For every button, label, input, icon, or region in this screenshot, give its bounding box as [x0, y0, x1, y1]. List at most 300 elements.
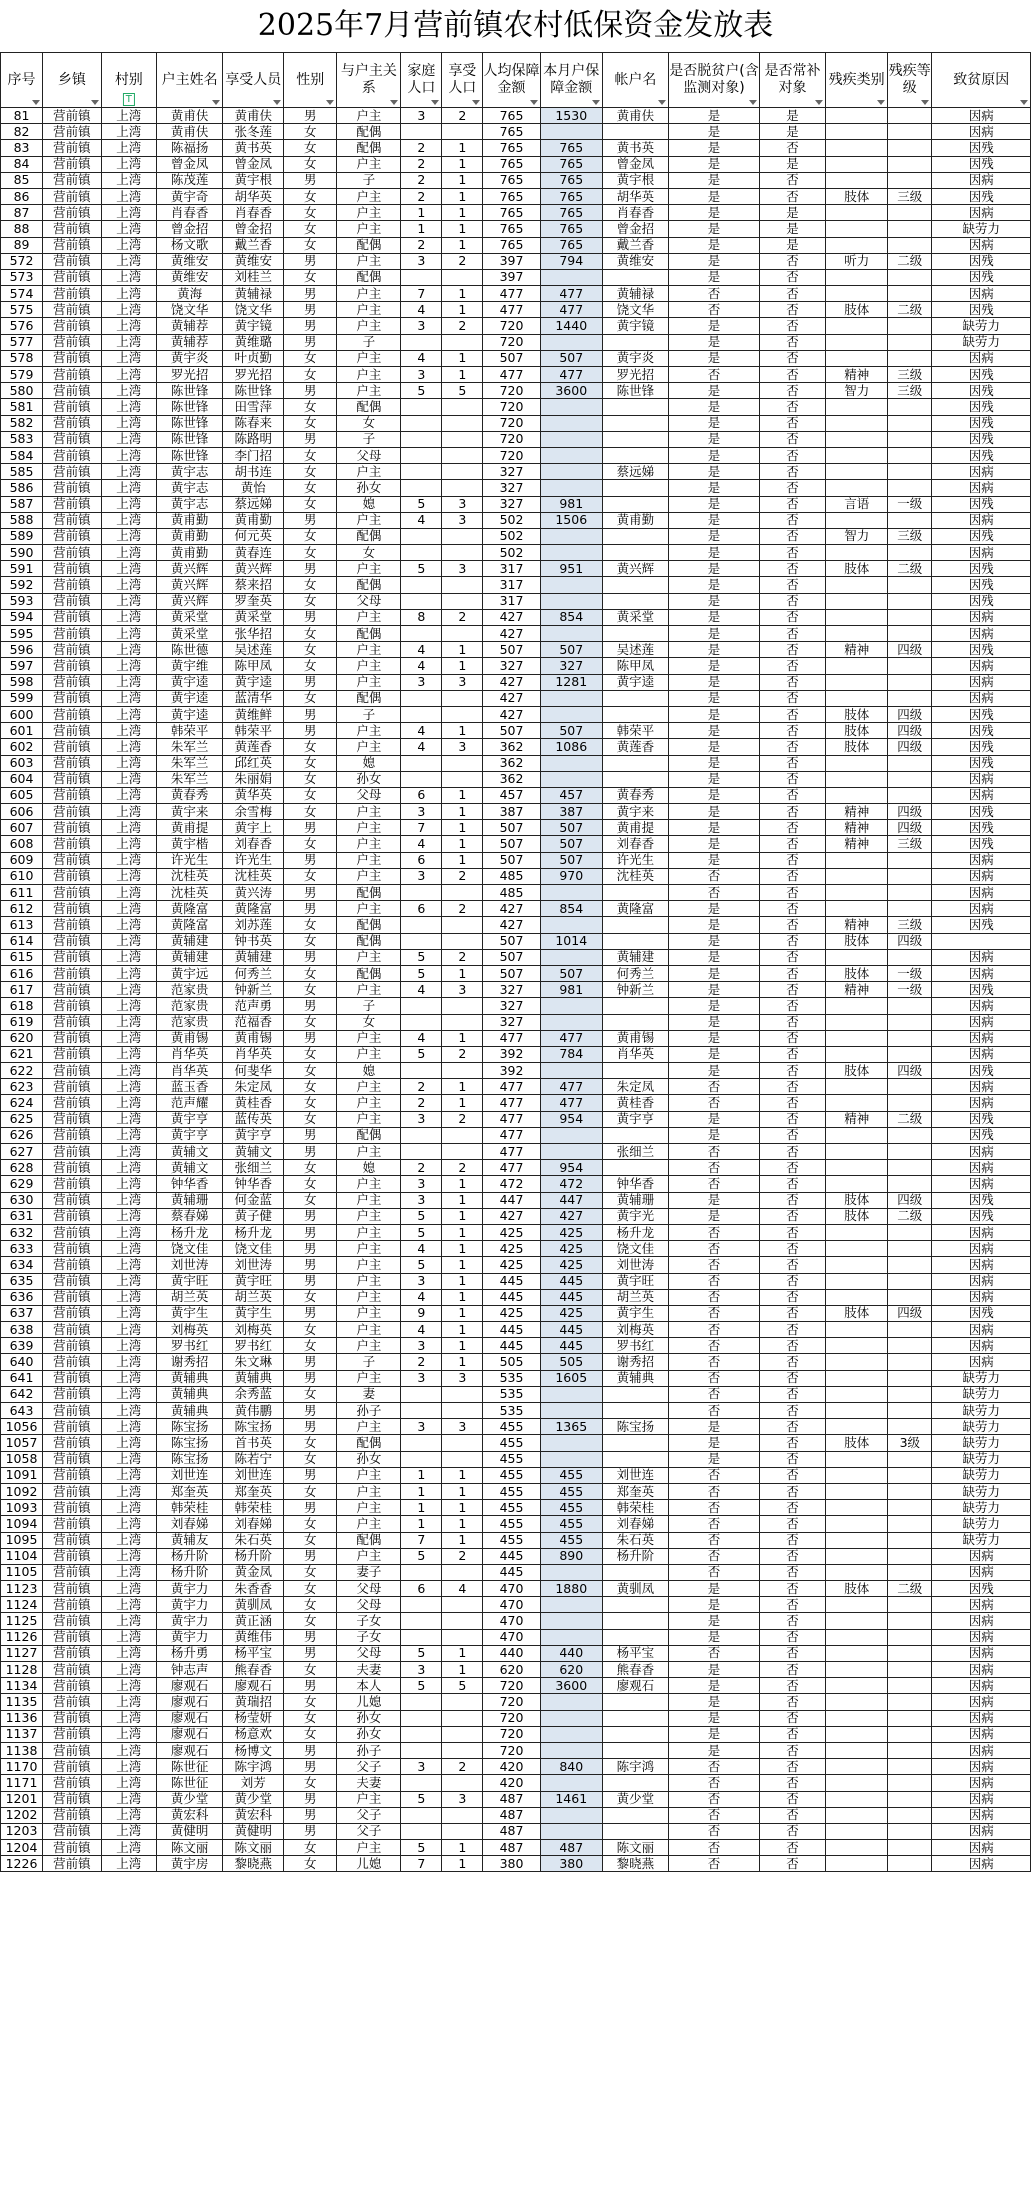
table-cell — [888, 1564, 932, 1580]
table-cell: 精神 — [826, 642, 888, 658]
table-cell: 794 — [540, 253, 602, 269]
table-cell: 廖观石 — [602, 1678, 668, 1694]
table-cell — [826, 1629, 888, 1645]
table-cell: 上湾 — [101, 1046, 156, 1062]
table-cell: 肖华英 — [156, 1046, 222, 1062]
table-cell: 362 — [483, 739, 541, 755]
table-cell: 1056 — [1, 1419, 43, 1435]
table-cell: 黄怡 — [223, 480, 284, 496]
table-cell: 因病 — [932, 1613, 1031, 1629]
table-cell: 因病 — [932, 545, 1031, 561]
column-header[interactable] — [442, 53, 483, 108]
table-cell: 是 — [669, 771, 760, 787]
table-cell: 罗光招 — [602, 367, 668, 383]
table-cell — [602, 1629, 668, 1645]
table-cell: 户主 — [337, 464, 401, 480]
table-cell: 477 — [483, 1111, 541, 1127]
table-cell: 327 — [483, 496, 541, 512]
table-cell: 黄维安 — [602, 253, 668, 269]
table-cell: 507 — [540, 852, 602, 868]
table-cell: 608 — [1, 836, 43, 852]
table-cell: 黄甫勤 — [156, 528, 222, 544]
table-cell: 因残 — [932, 1127, 1031, 1143]
table-row — [1, 350, 1031, 366]
table-cell: 罗书红 — [602, 1338, 668, 1354]
table-cell — [540, 755, 602, 771]
table-cell: 钟华香 — [156, 1176, 222, 1192]
table-cell — [826, 1160, 888, 1176]
table-cell: 户主 — [337, 1224, 401, 1240]
table-cell: 四级 — [888, 1305, 932, 1321]
table-cell: 是 — [669, 545, 760, 561]
table-cell — [826, 885, 888, 901]
table-cell — [826, 1467, 888, 1483]
table-cell — [888, 172, 932, 188]
table-cell: 因病 — [932, 1823, 1031, 1839]
table-cell: 3 — [401, 253, 442, 269]
table-cell: 营前镇 — [43, 1483, 102, 1499]
column-header-label: 残疾类别 — [828, 71, 885, 88]
table-cell — [888, 901, 932, 917]
column-header[interactable] — [43, 53, 102, 108]
table-cell — [602, 415, 668, 431]
table-cell: 营前镇 — [43, 658, 102, 674]
table-cell: 2 — [401, 140, 442, 156]
table-cell: 营前镇 — [43, 1144, 102, 1160]
table-cell: 477 — [483, 1030, 541, 1046]
filter-dropdown-icon[interactable] — [921, 100, 929, 105]
table-cell: 上湾 — [101, 1629, 156, 1645]
table-row — [1, 545, 1031, 561]
table-cell: 765 — [540, 205, 602, 221]
table-cell: 黄甫伕 — [602, 108, 668, 124]
table-cell — [540, 917, 602, 933]
table-cell: 黄宇逵 — [156, 690, 222, 706]
table-cell — [888, 1273, 932, 1289]
table-cell: 上湾 — [101, 1176, 156, 1192]
table-cell: 因病 — [932, 998, 1031, 1014]
table-cell: 营前镇 — [43, 286, 102, 302]
table-cell: 576 — [1, 318, 43, 334]
column-header[interactable] — [932, 53, 1031, 108]
table-cell — [540, 1451, 602, 1467]
table-cell — [888, 1241, 932, 1257]
table-cell — [826, 1597, 888, 1613]
table-cell: 因残 — [932, 399, 1031, 415]
table-cell: 因病 — [932, 1241, 1031, 1257]
table-cell: 591 — [1, 561, 43, 577]
table-cell: 否 — [669, 1176, 760, 1192]
table-cell — [540, 269, 602, 285]
table-cell: 是 — [669, 933, 760, 949]
table-cell: 肢体 — [826, 1192, 888, 1208]
table-cell — [540, 1435, 602, 1451]
table-cell: 3 — [401, 1662, 442, 1678]
table-cell: 张华招 — [223, 626, 284, 642]
table-cell: 陈宇鸿 — [602, 1759, 668, 1775]
table-cell — [826, 1726, 888, 1742]
table-cell: 营前镇 — [43, 1823, 102, 1839]
filter-dropdown-icon[interactable] — [749, 100, 757, 105]
table-cell: 因病 — [932, 771, 1031, 787]
column-header[interactable] — [223, 53, 284, 108]
table-cell: 上湾 — [101, 1079, 156, 1095]
table-cell — [602, 545, 668, 561]
filter-dropdown-icon[interactable] — [815, 100, 823, 105]
table-cell: 三级 — [888, 383, 932, 399]
table-cell: 女 — [284, 804, 337, 820]
table-cell: 陈春来 — [223, 415, 284, 431]
table-cell — [888, 626, 932, 642]
table-cell: 否 — [669, 1338, 760, 1354]
table-cell: 上湾 — [101, 1548, 156, 1564]
table-cell: 因残 — [932, 431, 1031, 447]
table-cell: 507 — [483, 852, 541, 868]
table-cell: 黄甫伕 — [223, 108, 284, 124]
table-cell: 黄辅建 — [156, 949, 222, 965]
table-cell: 陈福扬 — [156, 140, 222, 156]
table-cell: 沈桂英 — [602, 868, 668, 884]
column-header[interactable] — [156, 53, 222, 108]
table-cell — [540, 1564, 602, 1580]
table-row — [1, 1241, 1031, 1257]
table-cell — [888, 1160, 932, 1176]
table-cell: 1 — [442, 1241, 483, 1257]
table-cell: 636 — [1, 1289, 43, 1305]
table-cell — [826, 124, 888, 140]
table-cell: 是 — [669, 593, 760, 609]
column-header-label: 残疾等级 — [888, 63, 931, 96]
table-cell: 孙女 — [337, 480, 401, 496]
table-cell: 317 — [483, 561, 541, 577]
table-cell: 黄宇逵 — [156, 674, 222, 690]
table-cell — [401, 1564, 442, 1580]
table-cell — [401, 755, 442, 771]
table-cell: 妻 — [337, 1386, 401, 1402]
filter-dropdown-icon[interactable] — [32, 100, 40, 105]
table-row — [1, 1063, 1031, 1079]
table-cell: 否 — [669, 1856, 760, 1872]
table-cell: 1125 — [1, 1613, 43, 1629]
table-row — [1, 480, 1031, 496]
table-cell: 女 — [284, 415, 337, 431]
table-cell: 否 — [669, 1079, 760, 1095]
column-header[interactable] — [540, 53, 602, 108]
table-cell: 户主 — [337, 1095, 401, 1111]
table-cell — [888, 690, 932, 706]
table-cell: 配偶 — [337, 1532, 401, 1548]
table-cell: 是 — [669, 1662, 760, 1678]
table-cell: 陈宇鸿 — [223, 1759, 284, 1775]
table-row — [1, 755, 1031, 771]
column-header[interactable] — [401, 53, 442, 108]
filter-dropdown-icon[interactable] — [1020, 100, 1028, 105]
filter-dropdown-icon[interactable] — [326, 100, 334, 105]
table-cell: 因病 — [932, 1079, 1031, 1095]
table-cell — [888, 269, 932, 285]
table-cell: 589 — [1, 528, 43, 544]
table-cell: 否 — [759, 1063, 825, 1079]
table-cell: 营前镇 — [43, 431, 102, 447]
table-cell — [888, 1791, 932, 1807]
table-cell: 户主 — [337, 1192, 401, 1208]
table-cell: 上湾 — [101, 221, 156, 237]
table-cell — [442, 933, 483, 949]
table-cell: 上湾 — [101, 318, 156, 334]
table-cell: 女 — [284, 480, 337, 496]
table-cell: 765 — [483, 237, 541, 253]
table-row — [1, 1500, 1031, 1516]
table-cell: 否 — [759, 480, 825, 496]
table-cell: 否 — [669, 1548, 760, 1564]
table-cell — [888, 1726, 932, 1742]
table-cell: 男 — [284, 885, 337, 901]
table-cell: 陈世锋 — [156, 415, 222, 431]
table-cell: 否 — [759, 302, 825, 318]
table-cell — [888, 1742, 932, 1758]
table-cell: 户主 — [337, 674, 401, 690]
table-cell: 1 — [442, 1273, 483, 1289]
table-cell: 是 — [669, 690, 760, 706]
table-cell: 是 — [669, 1435, 760, 1451]
table-cell: 营前镇 — [43, 998, 102, 1014]
table-cell: 951 — [540, 561, 602, 577]
table-cell: 477 — [540, 302, 602, 318]
table-cell: 470 — [483, 1629, 541, 1645]
table-cell — [401, 1014, 442, 1030]
table-cell — [602, 626, 668, 642]
column-header[interactable] — [101, 53, 156, 108]
table-cell: 387 — [540, 804, 602, 820]
table-cell: 上湾 — [101, 561, 156, 577]
table-cell: 否 — [669, 1403, 760, 1419]
filter-dropdown-icon[interactable] — [658, 100, 666, 105]
table-cell: 604 — [1, 771, 43, 787]
table-cell: 黄隆富 — [602, 901, 668, 917]
table-cell — [826, 998, 888, 1014]
table-cell: 钟书英 — [223, 933, 284, 949]
table-cell: 户主 — [337, 286, 401, 302]
table-cell: 1170 — [1, 1759, 43, 1775]
table-cell: 1128 — [1, 1662, 43, 1678]
filter-dropdown-icon[interactable] — [273, 100, 281, 105]
table-cell: 配偶 — [337, 237, 401, 253]
table-cell: 387 — [483, 804, 541, 820]
table-cell: 户主 — [337, 1111, 401, 1127]
table-cell: 是 — [669, 1192, 760, 1208]
table-cell — [888, 1645, 932, 1661]
filter-dropdown-icon[interactable] — [530, 100, 538, 105]
table-cell: 否 — [759, 269, 825, 285]
table-cell: 黎晓燕 — [602, 1856, 668, 1872]
table-cell: 肢体 — [826, 302, 888, 318]
table-cell — [442, 1564, 483, 1580]
table-cell: 上湾 — [101, 1613, 156, 1629]
table-cell — [826, 658, 888, 674]
table-cell — [826, 237, 888, 253]
table-cell: 上湾 — [101, 512, 156, 528]
table-cell: 617 — [1, 982, 43, 998]
table-cell — [888, 1030, 932, 1046]
table-cell — [826, 1095, 888, 1111]
filter-dropdown-icon[interactable] — [431, 100, 439, 105]
column-header[interactable] — [1, 53, 43, 108]
table-cell: 户主 — [337, 1338, 401, 1354]
column-header[interactable] — [284, 53, 337, 108]
table-cell: 是 — [669, 496, 760, 512]
table-cell: 男 — [284, 1807, 337, 1823]
table-cell: 刘芳 — [223, 1775, 284, 1791]
table-cell: 455 — [540, 1516, 602, 1532]
table-cell: 否 — [669, 1273, 760, 1289]
column-header[interactable] — [826, 53, 888, 108]
filter-dropdown-icon[interactable] — [91, 100, 99, 105]
table-cell — [540, 885, 602, 901]
column-header-label: 享受人口 — [448, 63, 477, 96]
filter-dropdown-icon[interactable] — [212, 100, 220, 105]
column-header[interactable] — [602, 53, 668, 108]
table-cell: 刘世连 — [602, 1467, 668, 1483]
table-cell: 营前镇 — [43, 917, 102, 933]
table-cell: 黄辅典 — [602, 1370, 668, 1386]
table-cell: 营前镇 — [43, 528, 102, 544]
table-cell: 否 — [759, 1289, 825, 1305]
table-cell: 何秀兰 — [602, 965, 668, 981]
table-cell: 胡华英 — [602, 188, 668, 204]
table-cell: 黄宇来 — [156, 804, 222, 820]
table-cell — [442, 917, 483, 933]
table-cell: 户主 — [337, 723, 401, 739]
table-row — [1, 1597, 1031, 1613]
table-row — [1, 156, 1031, 172]
table-cell: 594 — [1, 609, 43, 625]
table-cell — [602, 1807, 668, 1823]
table-cell: 缺劳力 — [932, 1403, 1031, 1419]
table-cell: 362 — [483, 771, 541, 787]
table-cell: 535 — [483, 1386, 541, 1402]
table-cell — [888, 1095, 932, 1111]
table-cell: 女 — [284, 1597, 337, 1613]
table-cell: 1202 — [1, 1807, 43, 1823]
table-row — [1, 1030, 1031, 1046]
table-cell: 4 — [401, 723, 442, 739]
table-cell: 营前镇 — [43, 415, 102, 431]
table-cell: 970 — [540, 868, 602, 884]
filter-dropdown-icon[interactable] — [592, 100, 600, 105]
table-cell: 男 — [284, 1354, 337, 1370]
table-cell: 3 — [442, 512, 483, 528]
column-header[interactable] — [337, 53, 401, 108]
table-cell: 765 — [540, 188, 602, 204]
table-cell: 4 — [442, 1581, 483, 1597]
table-cell — [826, 901, 888, 917]
column-header[interactable] — [669, 53, 760, 108]
table-cell: 上湾 — [101, 998, 156, 1014]
table-cell: 黄宇亨 — [223, 1127, 284, 1143]
table-cell: 否 — [759, 787, 825, 803]
table-cell: 因病 — [932, 1807, 1031, 1823]
table-cell: 因残 — [932, 836, 1031, 852]
table-cell: 黄宇根 — [602, 172, 668, 188]
table-cell: 黄采堂 — [223, 609, 284, 625]
table-cell: 三级 — [888, 528, 932, 544]
column-header[interactable] — [483, 53, 541, 108]
table-cell: 缺劳力 — [932, 318, 1031, 334]
table-cell: 陈甲凤 — [602, 658, 668, 674]
filter-dropdown-icon[interactable] — [472, 100, 480, 105]
table-cell — [401, 447, 442, 463]
table-cell: 精神 — [826, 804, 888, 820]
table-cell: 黄辅友 — [156, 1532, 222, 1548]
table-cell: 611 — [1, 885, 43, 901]
table-cell: 2 — [442, 318, 483, 334]
table-cell: 427 — [483, 690, 541, 706]
table-cell: 507 — [483, 820, 541, 836]
table-cell — [826, 1742, 888, 1758]
table-cell: 户主 — [337, 609, 401, 625]
table-cell: 否 — [759, 1856, 825, 1872]
table-cell: 上湾 — [101, 771, 156, 787]
table-cell: 588 — [1, 512, 43, 528]
filter-dropdown-icon[interactable] — [877, 100, 885, 105]
table-cell: 营前镇 — [43, 868, 102, 884]
table-row — [1, 1710, 1031, 1726]
table-cell: 477 — [483, 1095, 541, 1111]
table-cell: 1 — [442, 1645, 483, 1661]
filter-active-icon[interactable]: T — [123, 93, 135, 106]
table-row — [1, 367, 1031, 383]
table-cell: 胡兰英 — [223, 1289, 284, 1305]
table-cell: 1 — [442, 286, 483, 302]
table-cell: 黄甫伕 — [156, 124, 222, 140]
table-cell: 户主 — [337, 1257, 401, 1273]
table-row — [1, 1645, 1031, 1661]
table-cell — [540, 706, 602, 722]
table-cell: 720 — [483, 1710, 541, 1726]
column-header[interactable] — [888, 53, 932, 108]
table-cell: 上湾 — [101, 480, 156, 496]
table-cell: 427 — [540, 1208, 602, 1224]
table-cell: 2 — [442, 609, 483, 625]
table-cell: 1124 — [1, 1597, 43, 1613]
table-cell: 子 — [337, 334, 401, 350]
table-cell: 二级 — [888, 253, 932, 269]
table-cell: 因残 — [932, 561, 1031, 577]
table-cell: 四级 — [888, 933, 932, 949]
table-cell — [826, 1241, 888, 1257]
table-cell: 2 — [401, 156, 442, 172]
table-cell: 981 — [540, 496, 602, 512]
table-cell: 3 — [401, 1419, 442, 1435]
table-cell — [826, 674, 888, 690]
column-header[interactable] — [759, 53, 825, 108]
table-row — [1, 399, 1031, 415]
table-cell: 否 — [759, 1224, 825, 1240]
table-cell: 男 — [284, 561, 337, 577]
table-cell: 397 — [483, 253, 541, 269]
table-cell — [826, 690, 888, 706]
table-cell — [888, 658, 932, 674]
table-cell: 女 — [284, 1694, 337, 1710]
table-cell: 黄华英 — [223, 787, 284, 803]
table-cell: 上湾 — [101, 1791, 156, 1807]
filter-dropdown-icon[interactable] — [390, 100, 398, 105]
table-cell: 营前镇 — [43, 1079, 102, 1095]
table-cell: 5 — [442, 1678, 483, 1694]
table-cell: 上湾 — [101, 1710, 156, 1726]
table-row — [1, 917, 1031, 933]
table-cell: 477 — [540, 1079, 602, 1095]
